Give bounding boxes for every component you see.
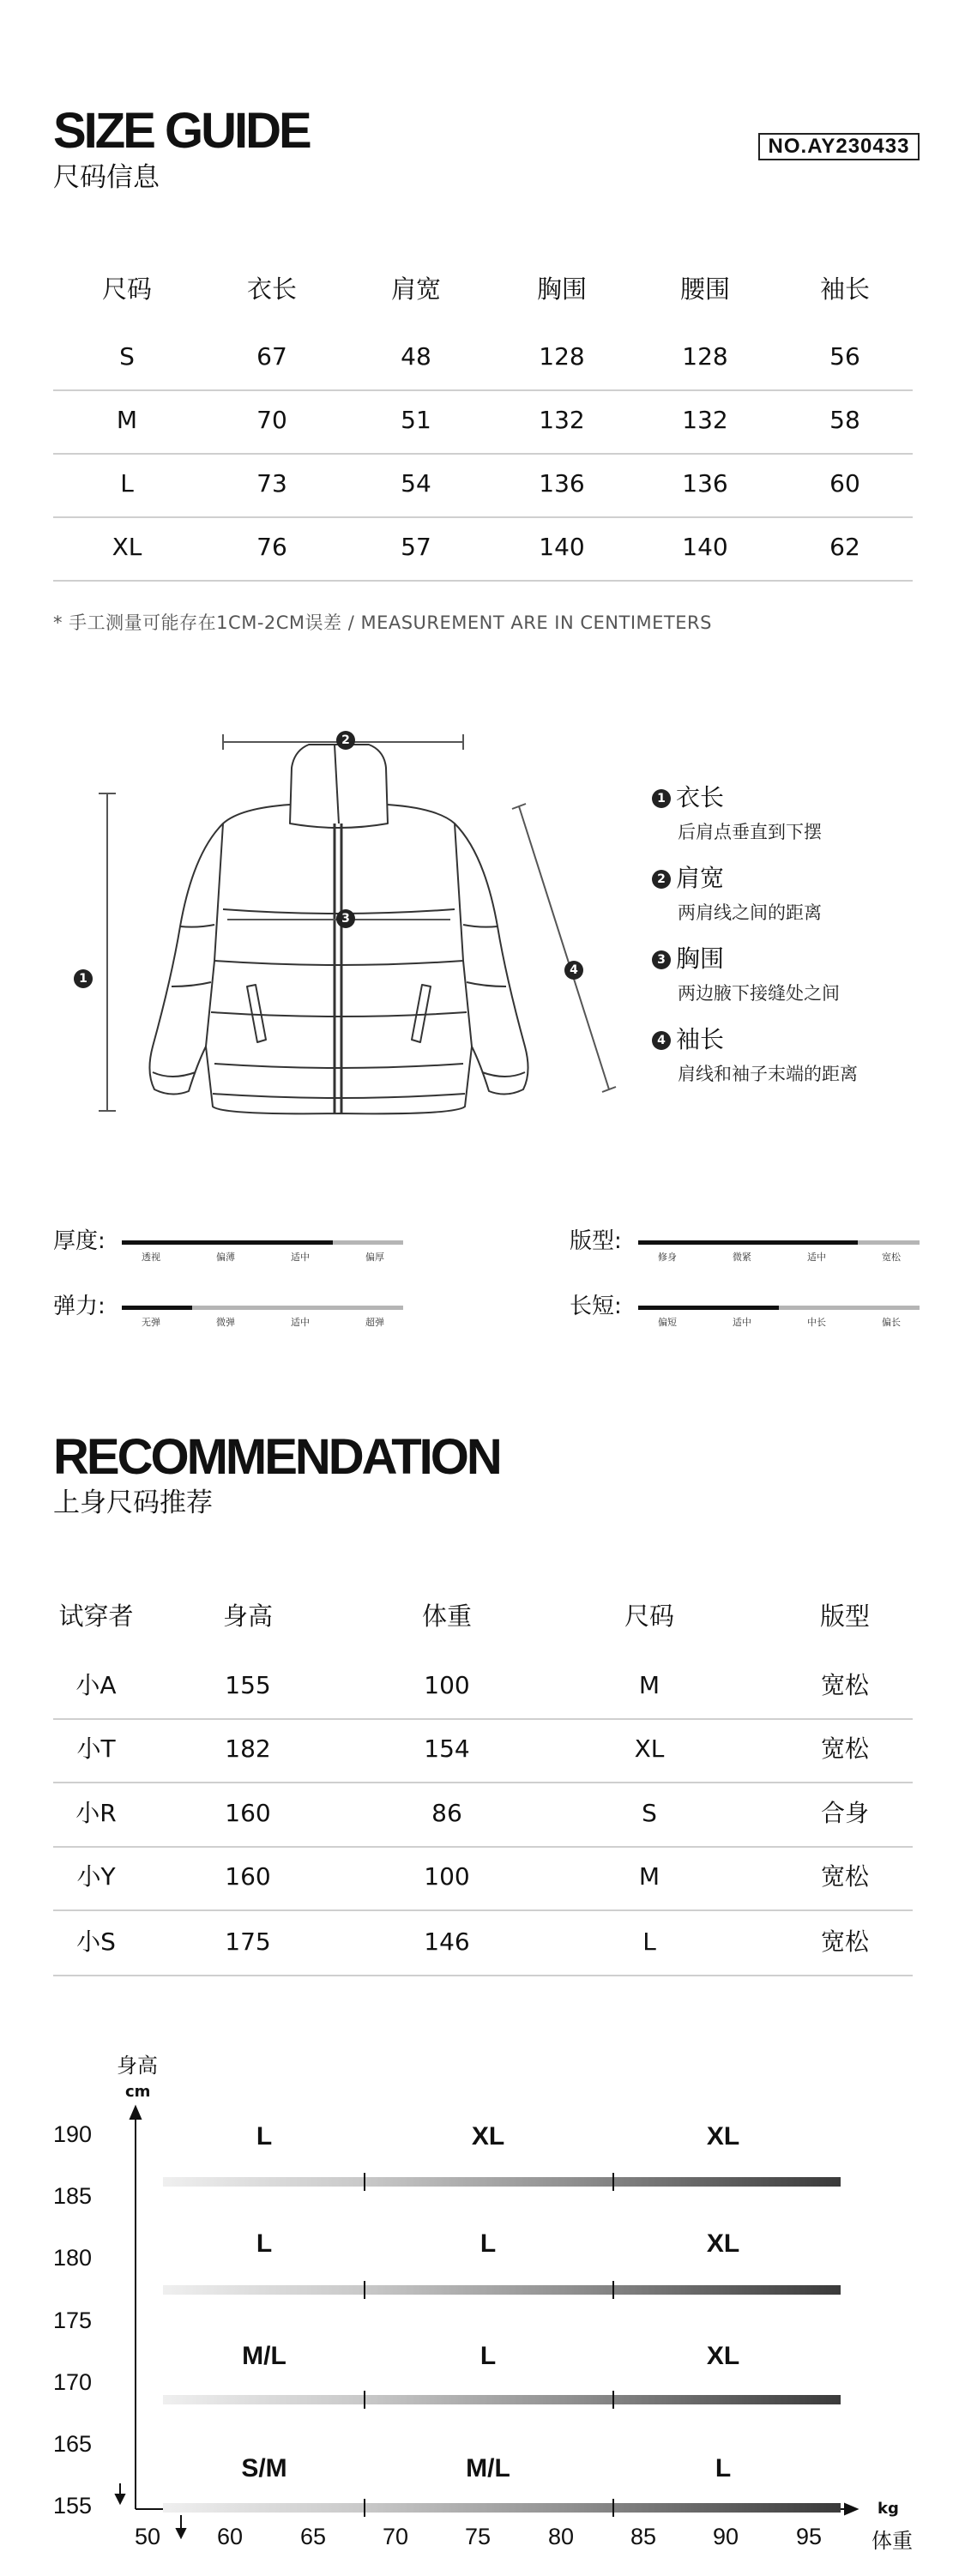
y-axis-tick: 170 <box>53 2369 93 2395</box>
attribute-tick-label: 无弹 <box>142 1317 160 1328</box>
attribute-label: 长短: <box>570 1294 622 1319</box>
size-band-label: L <box>256 2122 273 2151</box>
size-band-label: L <box>256 2229 273 2258</box>
recommendation-cell: S <box>642 1799 657 1827</box>
y-axis-title: 身高 <box>117 2054 158 2078</box>
legend-name: 肩宽 <box>676 864 725 892</box>
recommendation-cell: 小T <box>76 1734 116 1763</box>
recommendation-cell: 154 <box>424 1734 470 1763</box>
band-divider <box>364 2281 365 2299</box>
size-table-cell: 73 <box>256 469 287 498</box>
recommendation-cell: 160 <box>225 1862 271 1891</box>
x-axis-tick: 85 <box>630 2524 657 2549</box>
y-axis-tick: 155 <box>53 2493 93 2519</box>
band-divider <box>364 2173 365 2191</box>
recommendation-cell: 155 <box>225 1671 271 1699</box>
size-guide-title: SIZE GUIDE <box>53 103 310 159</box>
size-band-label: M/L <box>242 2342 286 2370</box>
recommendation-header: 试穿者 <box>58 1602 134 1631</box>
size-table-cell: M <box>116 406 138 434</box>
weight-band-bar <box>163 2285 841 2295</box>
x-axis-title: 体重 <box>872 2529 913 2553</box>
recommendation-cell: 小A <box>75 1671 117 1699</box>
measurement-note: * 手工测量可能存在1CM-2CM误差 / MEASUREMENT ARE IN CENTIMETERS <box>53 612 712 633</box>
size-table-cell: 128 <box>539 342 585 371</box>
size-table-cell: 54 <box>401 469 431 498</box>
band-divider <box>364 2499 365 2517</box>
weight-band-bar <box>163 2177 841 2187</box>
size-guide-subtitle: 尺码信息 <box>53 162 160 193</box>
weight-band-bar <box>163 2395 841 2404</box>
marker-3: 3 <box>336 909 360 928</box>
attribute-tick-label: 偏长 <box>882 1317 901 1328</box>
size-table-header: 胸围 <box>536 274 588 304</box>
recommendation-cell: 182 <box>225 1734 271 1763</box>
x-axis-tick: 90 <box>712 2524 739 2549</box>
band-divider <box>612 2281 614 2299</box>
size-table-cell: XL <box>112 533 142 561</box>
attribute-label: 弹力: <box>53 1294 106 1319</box>
band-divider <box>612 2391 614 2409</box>
recommendation-cell: 146 <box>424 1927 470 1956</box>
size-table-cell: S <box>119 342 135 371</box>
product-code: NO.AY230433 <box>758 133 920 160</box>
y-axis-tick: 185 <box>53 2183 93 2209</box>
legend-number-badge: 2 <box>652 870 671 889</box>
size-table-cell: 140 <box>682 533 728 561</box>
size-table-cell: 128 <box>682 342 728 371</box>
recommendation-cell: L <box>642 1927 656 1956</box>
x-axis-unit: kg <box>878 2500 899 2518</box>
size-table-cell: 67 <box>256 342 287 371</box>
x-axis-tick: 75 <box>464 2524 492 2549</box>
attribute-tick-label: 宽松 <box>882 1252 901 1263</box>
recommendation-cell: 小S <box>76 1927 116 1956</box>
y-axis-tick: 175 <box>53 2308 93 2333</box>
size-table-cell: 56 <box>829 342 860 371</box>
attribute-tick-label: 微弹 <box>216 1317 235 1328</box>
recommendation-cell: 小Y <box>76 1862 116 1891</box>
size-table-cell: 132 <box>539 406 585 434</box>
size-band-label: XL <box>706 2342 740 2370</box>
recommendation-header: 体重 <box>421 1602 473 1631</box>
size-table-cell: 76 <box>256 533 287 561</box>
recommendation-header: 尺码 <box>624 1602 675 1631</box>
recommendation-header: 身高 <box>222 1602 274 1631</box>
y-axis-unit: cm <box>125 2083 151 2101</box>
attribute-tick-label: 适中 <box>291 1317 310 1328</box>
size-band-label: XL <box>706 2122 740 2151</box>
y-axis-tick: 190 <box>53 2121 93 2147</box>
legend-name: 胸围 <box>676 944 725 973</box>
size-table-header: 肩宽 <box>390 274 442 304</box>
legend-number-badge: 1 <box>652 789 671 808</box>
attribute-tick-label: 微紧 <box>733 1252 751 1263</box>
attribute-tick-label: 透视 <box>142 1252 160 1263</box>
band-divider <box>612 2499 614 2517</box>
attribute-tick-label: 中长 <box>807 1317 826 1328</box>
y-axis-tick: 180 <box>53 2245 93 2271</box>
recommendation-cell: 宽松 <box>820 1862 870 1891</box>
weight-band-bar <box>163 2503 841 2513</box>
recommendation-cell: 100 <box>424 1862 470 1891</box>
marker-1: 1 <box>74 969 98 988</box>
size-table-cell: 51 <box>401 406 431 434</box>
recommendation-cell: 小R <box>75 1799 117 1827</box>
size-band-label: L <box>479 2342 497 2370</box>
attribute-label: 厚度: <box>53 1228 106 1254</box>
size-band-label: L <box>479 2229 497 2258</box>
x-axis-tick: 65 <box>299 2524 327 2549</box>
size-table-cell: 58 <box>829 406 860 434</box>
x-axis-tick: 80 <box>547 2524 575 2549</box>
attribute-tick-label: 超弹 <box>365 1317 384 1328</box>
size-table-header: 袖长 <box>819 274 871 304</box>
attribute-tick-label: 适中 <box>291 1252 310 1263</box>
recommendation-title: RECOMMENDATION <box>53 1429 500 1485</box>
recommendation-cell: 宽松 <box>820 1671 870 1699</box>
x-axis-tick: 50 <box>134 2524 161 2549</box>
size-table-cell: L <box>120 469 134 498</box>
recommendation-cell: 宽松 <box>820 1927 870 1956</box>
size-band-label: XL <box>706 2229 740 2258</box>
attribute-tick-label: 修身 <box>658 1252 677 1263</box>
size-table-cell: 70 <box>256 406 287 434</box>
recommendation-cell: 100 <box>424 1671 470 1699</box>
marker-2: 2 <box>336 731 360 750</box>
size-band-label: M/L <box>466 2454 510 2482</box>
size-table-cell: 132 <box>682 406 728 434</box>
recommendation-header: 版型 <box>819 1602 871 1631</box>
recommendation-cell: M <box>638 1862 660 1891</box>
size-table-header: 衣长 <box>246 274 298 304</box>
size-table-cell: 136 <box>539 469 585 498</box>
attribute-tick-label: 偏薄 <box>216 1252 235 1263</box>
size-band-label: L <box>715 2454 732 2482</box>
size-band-label: XL <box>471 2122 505 2151</box>
recommendation-subtitle: 上身尺码推荐 <box>53 1487 213 1518</box>
size-table-cell: 48 <box>401 342 431 371</box>
legend-description: 两肩线之间的距离 <box>678 902 822 923</box>
legend-name: 袖长 <box>676 1025 725 1053</box>
recommendation-cell: XL <box>634 1734 665 1763</box>
legend-number-badge: 3 <box>652 950 671 969</box>
recommendation-cell: 86 <box>431 1799 462 1827</box>
legend-number-badge: 4 <box>652 1031 671 1050</box>
recommendation-cell: M <box>638 1671 660 1699</box>
recommendation-cell: 宽松 <box>820 1734 870 1763</box>
x-axis-tick: 70 <box>382 2524 409 2549</box>
size-table-cell: 57 <box>401 533 431 561</box>
size-table-header: 尺码 <box>101 274 153 304</box>
band-divider <box>612 2173 614 2191</box>
attribute-tick-label: 偏短 <box>658 1317 677 1328</box>
legend-description: 肩线和袖子末端的距离 <box>678 1064 858 1084</box>
recommendation-cell: 175 <box>225 1927 271 1956</box>
y-axis-tick: 165 <box>53 2431 93 2457</box>
recommendation-cell: 合身 <box>820 1799 870 1827</box>
legend-description: 后肩点垂直到下摆 <box>678 822 822 842</box>
attribute-tick-label: 适中 <box>807 1252 826 1263</box>
x-axis-tick: 95 <box>795 2524 823 2549</box>
size-table-cell: 60 <box>829 469 860 498</box>
size-table-cell: 136 <box>682 469 728 498</box>
size-table-header: 腰围 <box>679 274 731 304</box>
size-table-cell: 140 <box>539 533 585 561</box>
x-axis-tick: 60 <box>216 2524 244 2549</box>
legend-name: 衣长 <box>676 783 725 811</box>
legend-description: 两边腋下接缝处之间 <box>678 983 840 1004</box>
attribute-label: 版型: <box>570 1228 622 1254</box>
size-table-cell: 62 <box>829 533 860 561</box>
marker-4: 4 <box>564 961 588 980</box>
recommendation-cell: 160 <box>225 1799 271 1827</box>
attribute-tick-label: 适中 <box>733 1317 751 1328</box>
band-divider <box>364 2391 365 2409</box>
attribute-tick-label: 偏厚 <box>365 1252 384 1263</box>
size-band-label: S/M <box>241 2454 287 2482</box>
